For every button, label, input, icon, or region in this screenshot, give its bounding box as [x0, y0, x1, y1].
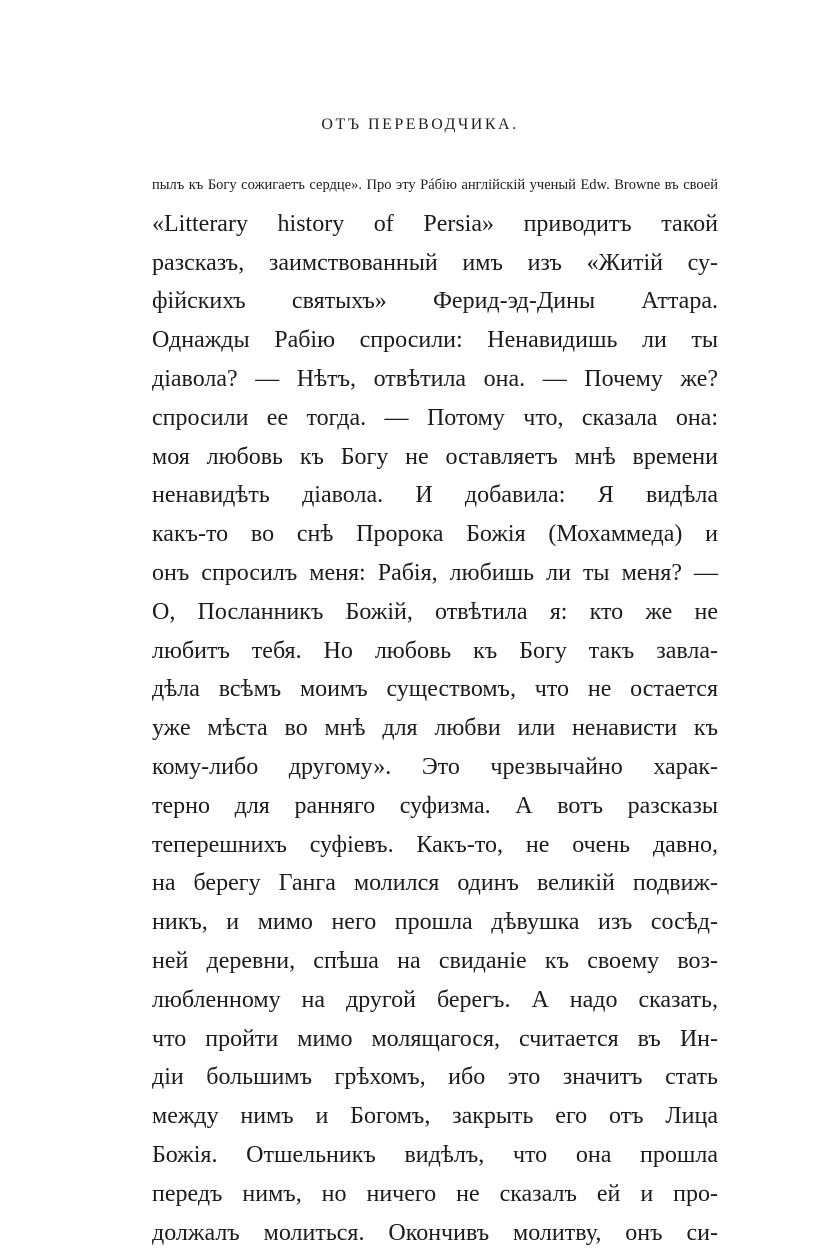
- text-line: Божiя. Отшельникъ видѣлъ, что она прошла: [152, 1141, 718, 1168]
- text-line: кому-либо другому». Это чрезвычайно харак-: [152, 753, 718, 780]
- body-text: [152, 166, 718, 1252]
- text-line: пылъ къ Богу сожигаетъ сердце». Про эту Рáбiю англiйскiй ученый Edw. Browne въ своей: [152, 177, 718, 193]
- text-line: дiи большимъ грѣхомъ, ибо это значитъ стать: [152, 1064, 718, 1091]
- text-line: никъ, и мимо него прошла дѣвушка изъ сосѣд-: [152, 909, 718, 936]
- text-line: что пройти мимо молящагося, считается въ Ин-: [152, 1025, 718, 1052]
- text-line: любитъ тебя. Но любовь къ Богу такъ завла-: [152, 637, 718, 664]
- text-line: «Litterary history of Persia» приводитъ такой: [152, 210, 718, 237]
- text-line: онъ спросилъ меня: Рабiя, любишь ли ты меня? —: [152, 559, 718, 586]
- text-line: какъ-то во снѣ Пророка Божiя (Мохаммеда) и: [152, 521, 718, 548]
- text-line: должалъ молиться. Окончивъ молитву, онъ си-: [152, 1219, 718, 1246]
- text-line: О, Посланникъ Божiй, отвѣтила я: кто же не: [152, 598, 718, 625]
- text-line: ней деревни, спѣша на свиданiе къ своему воз-: [152, 947, 718, 974]
- text-line: передъ нимъ, но ничего не сказалъ ей и про-: [152, 1180, 718, 1207]
- text-line: моя любовь къ Богу не оставляетъ мнѣ времени: [152, 443, 718, 470]
- text-line: дiавола? — Нѣтъ, отвѣтила она. — Почему же?: [152, 365, 718, 392]
- text-line: на берегу Ганга молился одинъ великiй подвиж-: [152, 870, 718, 897]
- text-line: ненавидѣть дiавола. И добавила: Я видѣла: [152, 482, 718, 509]
- text-line: любленному на другой берегъ. А надо сказать,: [152, 986, 718, 1013]
- text-line: теперешнихъ суфiевъ. Какъ-то, не очень давно,: [152, 831, 718, 858]
- text-line: Однажды Рабiю спросили: Ненавидишь ли ты: [152, 327, 718, 354]
- text-line: разсказъ, заимствованный имъ изъ «Житiй су-: [152, 249, 718, 276]
- text-line: спросили ее тогда. — Потому что, сказала она:: [152, 404, 718, 431]
- text-line: дѣла всѣмъ моимъ существомъ, что не остается: [152, 676, 718, 703]
- running-head: ОТЪ ПЕРЕВОДЧИКА.: [321, 116, 519, 133]
- text-line: фiйскихъ святыхъ» Ферид-эд-Дины Аттара.: [152, 288, 718, 315]
- text-line: между нимъ и Богомъ, закрыть его отъ Лица: [152, 1103, 718, 1130]
- text-line: уже мѣста во мнѣ для любви или ненависти къ: [152, 715, 718, 742]
- text-line: терно для ранняго суфизма. А вотъ разсказы: [152, 792, 718, 819]
